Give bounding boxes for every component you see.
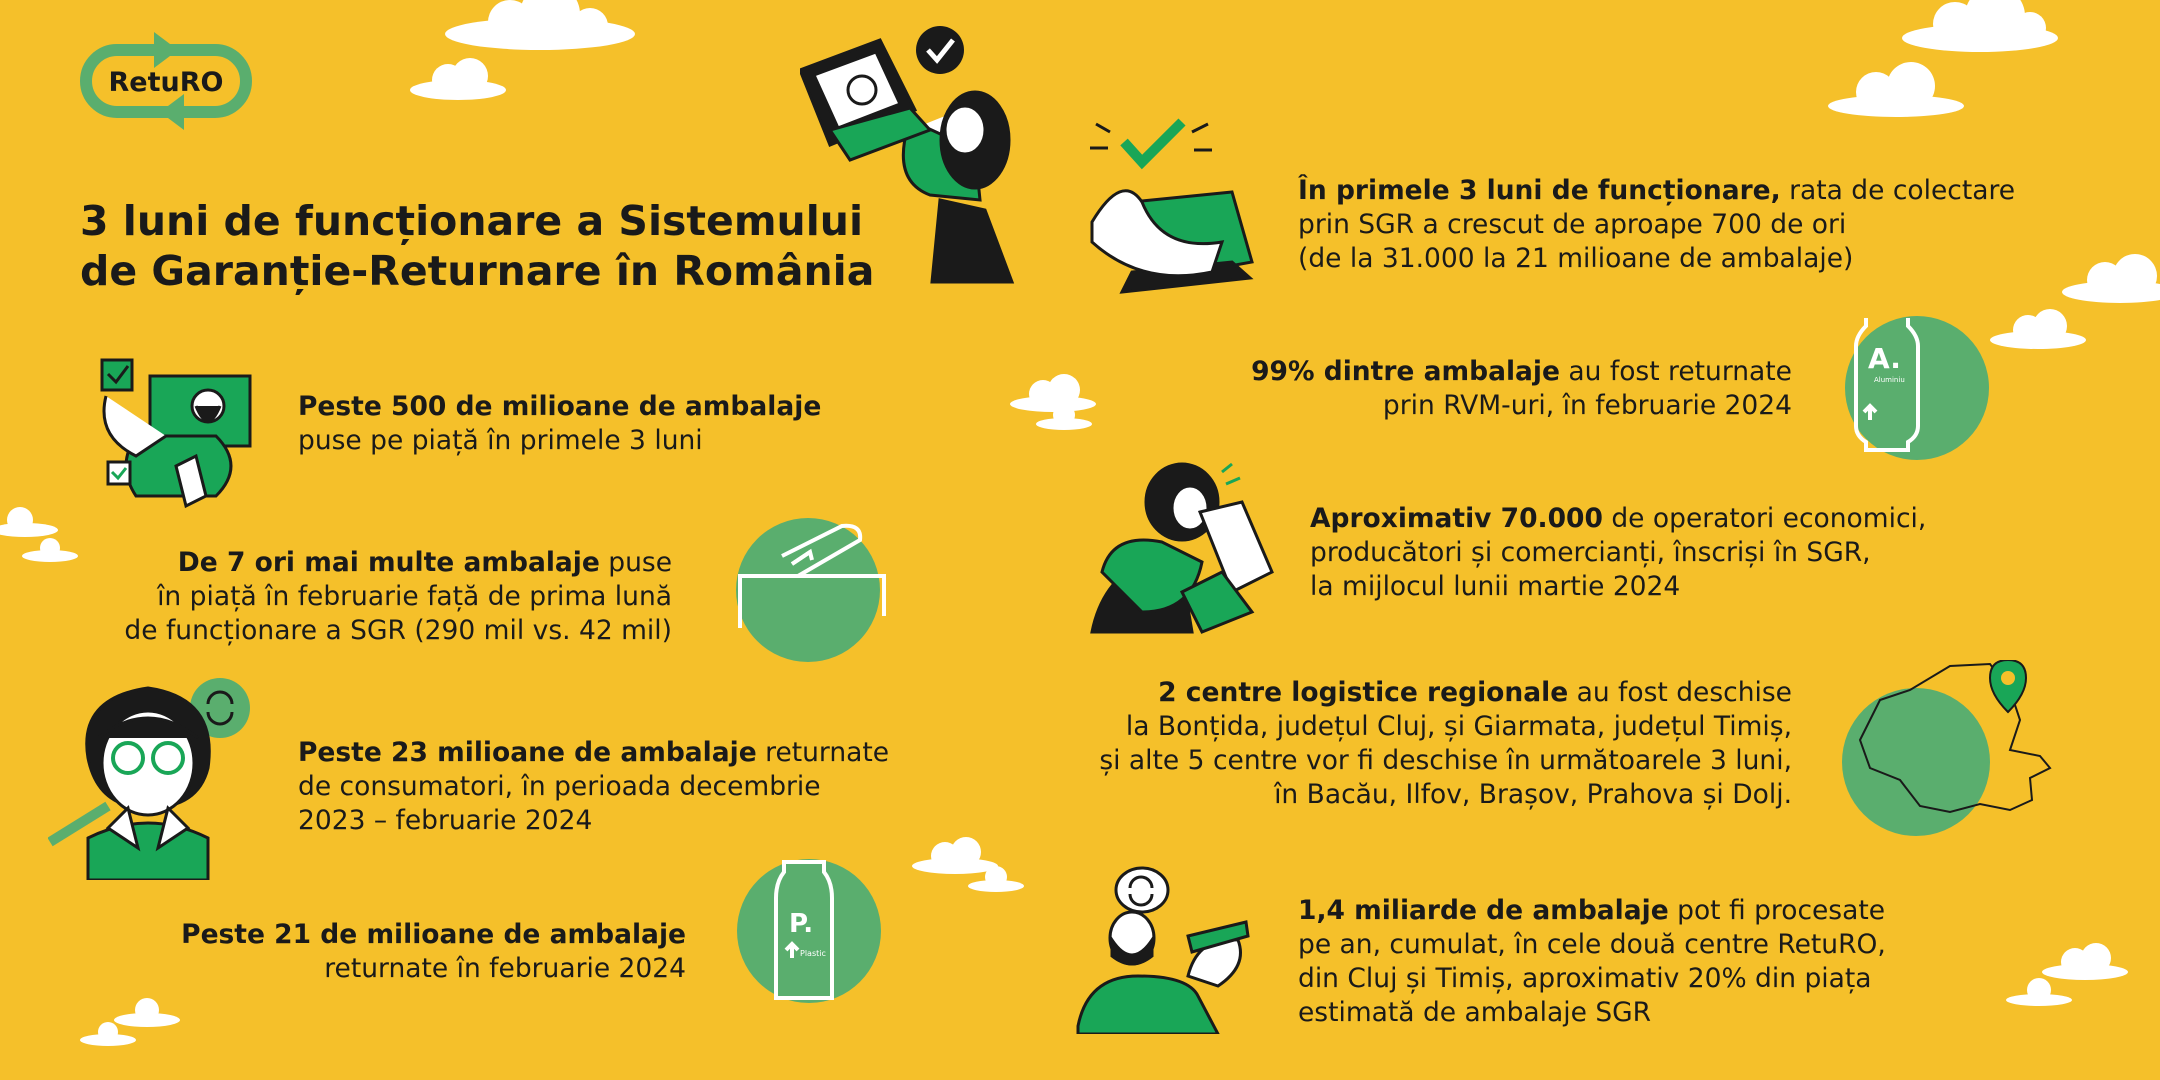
stat-line [181,918,686,952]
aluminium-letter: A. [1868,342,1901,375]
stat-bold: 99% dintre ambalaje [1251,356,1560,387]
plastic-letter: P. [789,909,814,939]
cloud-decoration [2060,254,2160,304]
stat-line: returnate în februarie 2024 [324,953,686,984]
stat-line [298,736,889,770]
stat-line: prin SGR a crescut de aproape 700 de ori [1298,209,1847,240]
cloud-decoration [2004,974,2074,1006]
romania-map-icon [1840,660,2056,840]
stat-bold: Peste 500 de milioane de ambalaje [298,391,822,422]
phone-check-illustration [1082,112,1262,296]
cloud-decoration [1900,0,2060,54]
stat-seven-times [124,546,672,648]
stat-line: pe an, cumulat, în cele două centre RetuRO, [1298,929,1886,960]
stat-line: de funcționare a SGR (290 mil vs. 42 mil) [124,615,672,646]
stat-line: din Cluj și Timiș, aproximativ 20% din piața [1298,963,1872,994]
cloud-decoration [0,502,60,538]
stat-bold: Peste 21 de milioane de ambalaje [181,919,686,950]
stat-rest: de operatori economici, [1602,503,1927,534]
stat-line [1251,355,1792,389]
title-line-2: de Garanție-Returnare în România [80,247,875,295]
stat-line: puse pe piață în primele 3 luni [298,425,703,456]
stat-rest: rata de colectare [1780,175,2016,206]
stat-rest: puse [599,547,672,578]
stat-line [1298,174,2015,208]
person-screen-illustration [96,346,256,516]
stat-bold: De 7 ori mai multe ambalaje [177,547,600,578]
stat-line [1298,894,1886,928]
stat-rest: pot fi procesate [1668,895,1886,926]
aluminium-label: Aluminiu [1874,376,1905,384]
stat-logistic-centers [1099,676,1792,812]
stat-line: în piață în februarie față de prima lună [157,581,672,612]
stat-line [124,546,672,580]
stat-line: la Bonțida, județul Cluj, și Giarmata, județul Timiș, [1125,711,1792,742]
stat-bold: 1,4 miliarde de ambalaje [1298,895,1669,926]
cloud-decoration [20,534,80,562]
woman-writing-illustration [1082,462,1282,640]
stat-rvm-returns [1251,355,1792,423]
stat-line: prin RVM-uri, în februarie 2024 [1382,390,1792,421]
stat-bold: Peste 23 milioane de ambalaje [298,737,757,768]
stat-bold: 2 centre logistice regionale [1158,677,1569,708]
cloud-decoration [966,862,1026,892]
returo-logo [78,28,256,132]
stat-line [1099,676,1792,710]
stat-line: estimată de ambalaje SGR [1298,997,1652,1028]
stat-line: și alte 5 centre vor fi deschise în următoarele 3 luni, [1099,745,1792,776]
cloud-decoration [1988,306,2088,350]
stat-line: la mijlocul lunii martie 2024 [1310,571,1681,602]
cloud-decoration [1826,62,1966,118]
stat-line: (de la 31.000 la 21 milioane de ambalaje) [1298,243,1854,274]
stat-collection-rate [1298,174,2015,276]
stat-21-million [181,918,686,986]
stat-line: 2023 – februarie 2024 [298,805,593,836]
man-bottle-illustration [1068,866,1278,1034]
stat-operators [1310,502,1926,604]
stat-line: în Bacău, Ilfov, Brașov, Prahova și Dolj. [1274,779,1792,810]
stat-rest: au fost returnate [1559,356,1792,387]
stat-line: de consumatori, în perioada decembrie [298,771,821,802]
stat-rest: au fost deschise [1568,677,1792,708]
stat-rest: returnate [756,737,890,768]
stat-packaging-market [298,390,821,458]
stat-bold: Aproximativ 70.000 [1310,503,1603,534]
aluminium-can-icon [1844,316,1990,460]
logo-text: RetuRO [108,67,224,98]
page-title [80,196,874,296]
woman-glasses-illustration [48,678,254,880]
stat-line [298,390,821,424]
stat-23-million [298,736,889,838]
title-line-1: 3 luni de funcționare a Sistemului [80,197,864,245]
cloud-decoration [78,1018,138,1046]
cloud-decoration [440,0,640,52]
stat-line [1310,502,1926,536]
cloud-decoration [408,54,508,100]
plastic-bottle-icon [736,858,882,1004]
stat-line: producători și comercianți, înscriși în SGR, [1310,537,1871,568]
bottle-growth-icon [732,516,892,666]
cloud-decoration [1034,400,1094,430]
plastic-label: Plastic [800,949,826,958]
stat-processing-capacity [1298,894,1886,1030]
stat-bold: În primele 3 luni de funcționare, [1298,175,1781,206]
woman-laptop-illustration [800,20,1040,290]
